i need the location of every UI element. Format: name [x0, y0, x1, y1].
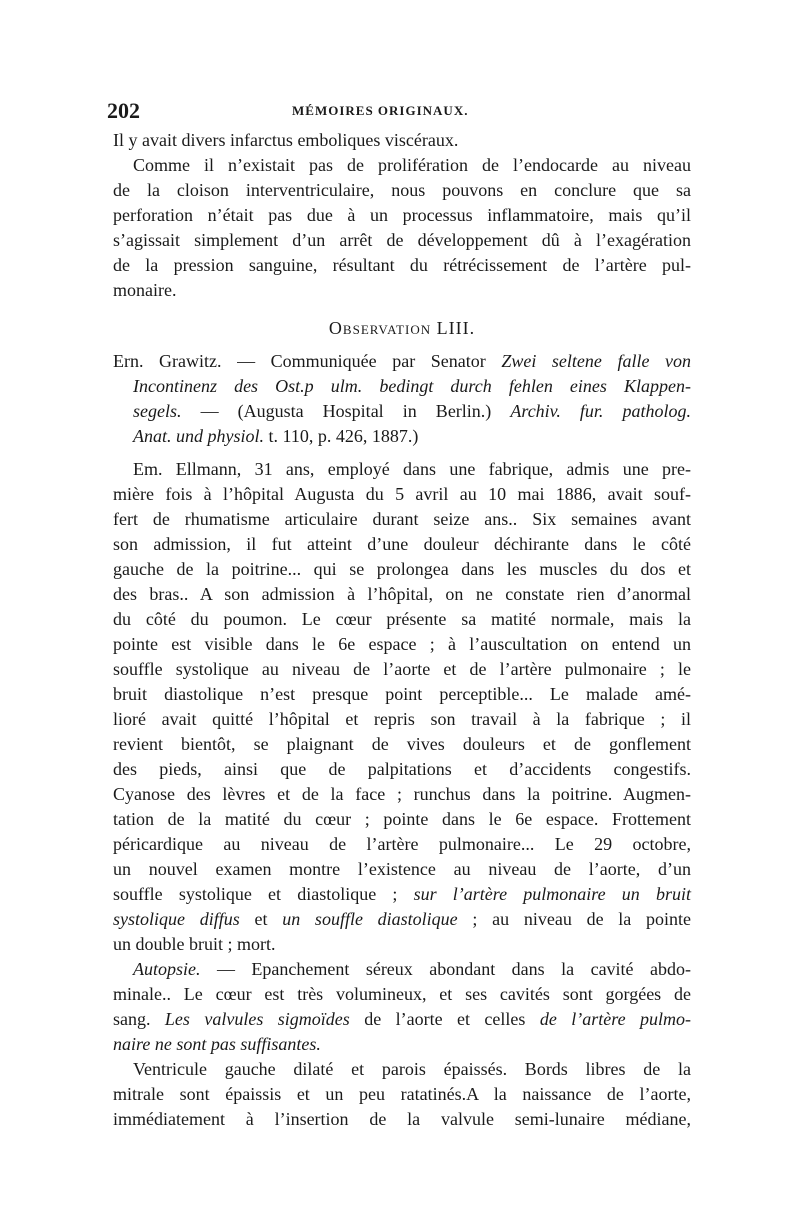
text-line: un nouvel examen montre l’existence au niveau de l’aorte, d’un	[113, 859, 691, 879]
ref-text: t. 110, p. 426, 1887.)	[264, 426, 419, 446]
ref-title-italic: Zwei seltene falle von	[501, 351, 691, 371]
italic-span: naire ne sont pas suffisantes.	[113, 1034, 321, 1054]
text-line: Em. Ellmann, 31 ans, employé dans une fabrique, admis une pre-	[133, 459, 691, 479]
text-line	[113, 882, 691, 907]
reference-line	[113, 349, 691, 374]
italic-span: Autopsie.	[133, 959, 201, 979]
text-line: souffle systolique au niveau de l’aorte et de l’artère pulmonaire ; le	[113, 659, 691, 679]
reference-line	[133, 374, 691, 399]
text-line: gauche de la poitrine... qui se prolongea dans les muscles du dos et	[113, 559, 691, 579]
text-line: lioré avait quitté l’hôpital et repris son travail à la fabrique ; il	[113, 709, 691, 729]
text-line: mière fois à l’hôpital Augusta du 5 avril au 10 mai 1886, avait souf-	[113, 484, 691, 504]
text-line: tation de la matité du cœur ; pointe dans le 6e espace. Frottement	[113, 809, 691, 829]
text-line: Comme il n’existait pas de prolifération de l’endocarde au niveau	[133, 155, 691, 175]
text-line	[113, 1032, 691, 1057]
text-line: pointe est visible dans le 6e espace ; à l’auscultation on entend un	[113, 634, 691, 654]
text-span: de l’aorte et celles	[349, 1009, 540, 1029]
italic-span: Les valvules sigmoïdes	[164, 1009, 350, 1029]
text-line: son admission, il fut atteint d’une douleur déchirante dans le côté	[113, 534, 691, 554]
ref-text: Ern. Grawitz. — Communiquée par Senator	[113, 351, 502, 371]
italic-span: de l’artère pulmo-	[539, 1009, 691, 1029]
observation-title: Observation LIII.	[328, 318, 476, 338]
text-line: immédiatement à l’insertion de la valvule semi-lunaire médiane,	[113, 1109, 691, 1129]
page-number: 202	[107, 98, 140, 123]
text-line: des pieds, ainsi que de palpitations et d’accidents congestifs.	[113, 759, 691, 779]
italic-span: systolique diffus	[113, 909, 240, 929]
text-line: perforation n’était pas due à un processus inflammatoire, mais qu’il	[113, 205, 691, 225]
text-span: souffle systolique et diastolique ;	[113, 884, 414, 904]
text-line: des bras.. A son admission à l’hôpital, on ne constate rien d’anormal	[113, 584, 691, 604]
italic-span: un souffle diastolique	[282, 909, 458, 929]
text-span: sang.	[113, 1009, 165, 1029]
text-line	[113, 907, 691, 932]
ref-journal-italic: Anat. und physiol.	[133, 426, 264, 446]
text-line: un double bruit ; mort.	[113, 934, 276, 954]
text-line: revient bientôt, se plaignant de vives douleurs et de gonflement	[113, 734, 691, 754]
text-line: Cyanose des lèvres et de la face ; runchus dans la poitrine. Augmen-	[113, 784, 691, 804]
text-line: Il y avait divers infarctus emboliques viscéraux.	[113, 130, 459, 150]
text-line: fert de rhumatisme articulaire durant seize ans.. Six semaines avant	[113, 509, 691, 529]
text-line: de la pression sanguine, résultant du rétrécissement de l’artère pul-	[113, 255, 691, 275]
text-line: s’agissait simplement d’un arrêt de développement dû à l’exagération	[113, 230, 691, 250]
text-line: monaire.	[113, 280, 177, 300]
text-span: et	[239, 909, 283, 929]
text-line: du côté du poumon. Le cœur présente sa matité normale, mais la	[113, 609, 691, 629]
ref-text: — (Augusta Hospital in Berlin.)	[181, 401, 511, 421]
ref-journal-italic: Archiv. fur. patholog.	[510, 401, 691, 421]
ref-title-italic: segels.	[133, 401, 182, 421]
running-title: MÉMOIRES ORIGINAUX.	[292, 103, 469, 118]
page-header	[107, 98, 692, 128]
reference-line	[133, 399, 691, 424]
text-line: Ventricule gauche dilaté et parois épaissés. Bords libres de la	[133, 1059, 691, 1079]
text-line: péricardique au niveau de l’artère pulmonaire... Le 29 octobre,	[113, 834, 691, 854]
text-span: ; au niveau de la pointe	[457, 909, 692, 929]
text-line: minale.. Le cœur est très volumineux, et ses cavités sont gorgées de	[113, 984, 691, 1004]
text-line: bruit diastolique n’est presque point perceptible... Le malade amé-	[113, 684, 691, 704]
text-line	[113, 1007, 691, 1032]
italic-span: sur l’artère pulmonaire un bruit	[413, 884, 691, 904]
text-line	[133, 957, 691, 982]
text-span: — Epanchement séreux abondant dans la cavité abdo-	[200, 959, 691, 979]
reference-line	[133, 424, 691, 449]
ref-title-italic: Incontinenz des Ost.p ulm. bedingt durch fehlen eines Klappen-	[133, 376, 691, 396]
text-line: de la cloison interventriculaire, nous pouvons en conclure que sa	[113, 180, 691, 200]
text-line: mitrale sont épaissis et un peu ratatinés.A la naissance de l’aorte,	[113, 1084, 691, 1104]
